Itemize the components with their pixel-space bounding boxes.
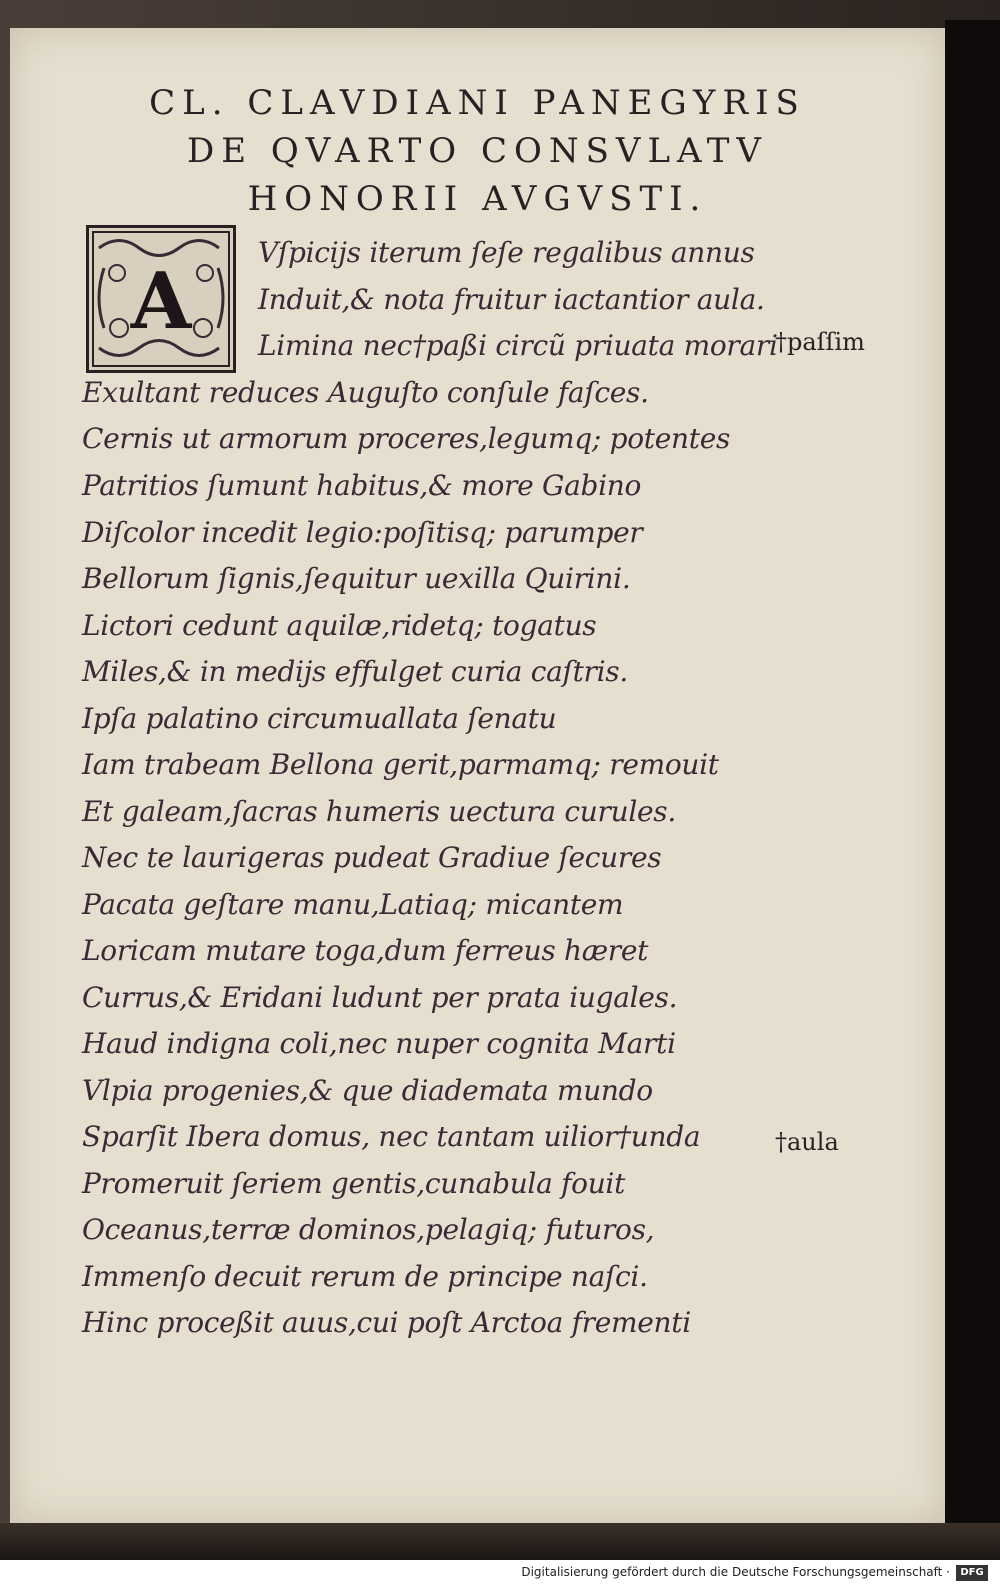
marginal-note-aula: †aula (775, 1128, 839, 1156)
title-line-2: DE QVARTO CONSVLATV (187, 131, 768, 171)
verse-line-20: Sparſit Ibera domus, nec tantam uilior†unda (82, 1120, 701, 1153)
page-bottom-edge (0, 1523, 1000, 1560)
verse-line-8: Bellorum ſignis,ſequitur uexilla Quirini. (82, 562, 631, 595)
initial-letter: A (130, 256, 192, 347)
verse-line-9: Lictori cedunt aquilæ,ridetq; togatus (82, 609, 597, 642)
verse-line-1: Vſpicijs iterum ſeſe regalibus annus (258, 236, 755, 269)
verse-line-4: Exultant reduces Auguſto conſule faſces. (82, 376, 649, 409)
verse-line-3: Limina nec†paßi circũ priuata morari (258, 329, 778, 362)
verse-line-14: Nec te laurigeras pudeat Gradiue ſecures (82, 841, 662, 874)
verse-line-12: Iam trabeam Bellona gerit,parmamq; remouit (82, 748, 719, 781)
verse-line-2: Induit,& nota fruitur iactantior aula. (258, 283, 765, 316)
marginal-note-passim: †paſſim (775, 328, 865, 356)
verse-line-6: Patritios ſumunt habitus,& more Gabino (82, 469, 642, 502)
verse-line-17: Currus,& Eridani ludunt per prata iugales. (82, 981, 678, 1014)
verse-line-21: Promeruit ſeriem gentis,cunabula fouit (82, 1167, 626, 1200)
ornament-icon (89, 228, 233, 370)
footer-bar (0, 1560, 1000, 1587)
footer-credit: Digitalisierung gefördert durch die Deutsche Forschungsgemeinschaft · (521, 1565, 950, 1579)
verse-line-5: Cernis ut armorum proceres,legumq; potentes (82, 422, 731, 455)
verse-line-15: Pacata geſtare manu,Latiaq; micantem (82, 888, 624, 921)
verse-line-18: Haud indigna coli,nec nuper cognita Marti (82, 1027, 676, 1060)
verse-line-16: Loricam mutare toga,dum ferreus hæret (82, 934, 649, 967)
verse-line-11: Ipſa palatino circumuallata ſenatu (82, 702, 557, 735)
verse-line-10: Miles,& in medijs effulget curia caſtris. (82, 655, 628, 688)
right-dark-edge (945, 20, 1000, 1550)
verse-line-24: Hinc proceßit auus,cui poſt Arctoa frementi (82, 1306, 691, 1339)
decorated-initial (86, 225, 236, 373)
title-line-3: HONORII AVGVSTI. (247, 179, 708, 219)
verse-line-23: Immenſo decuit rerum de principe naſci. (82, 1260, 648, 1293)
verse-line-22: Oceanus,terræ dominos,pelagiq; futuros, (82, 1213, 655, 1246)
dfg-logo-icon: DFG (956, 1565, 988, 1581)
title-line-1: CL. CLAVDIANI PANEGYRIS (149, 83, 806, 123)
verse-line-19: Vlpia progenies,& que diademata mundo (82, 1074, 653, 1107)
verse-line-13: Et galeam,ſacras humeris uectura curules. (82, 795, 676, 828)
verse-line-7: Diſcolor incedit legio:poſitisq; parumper (82, 516, 643, 549)
